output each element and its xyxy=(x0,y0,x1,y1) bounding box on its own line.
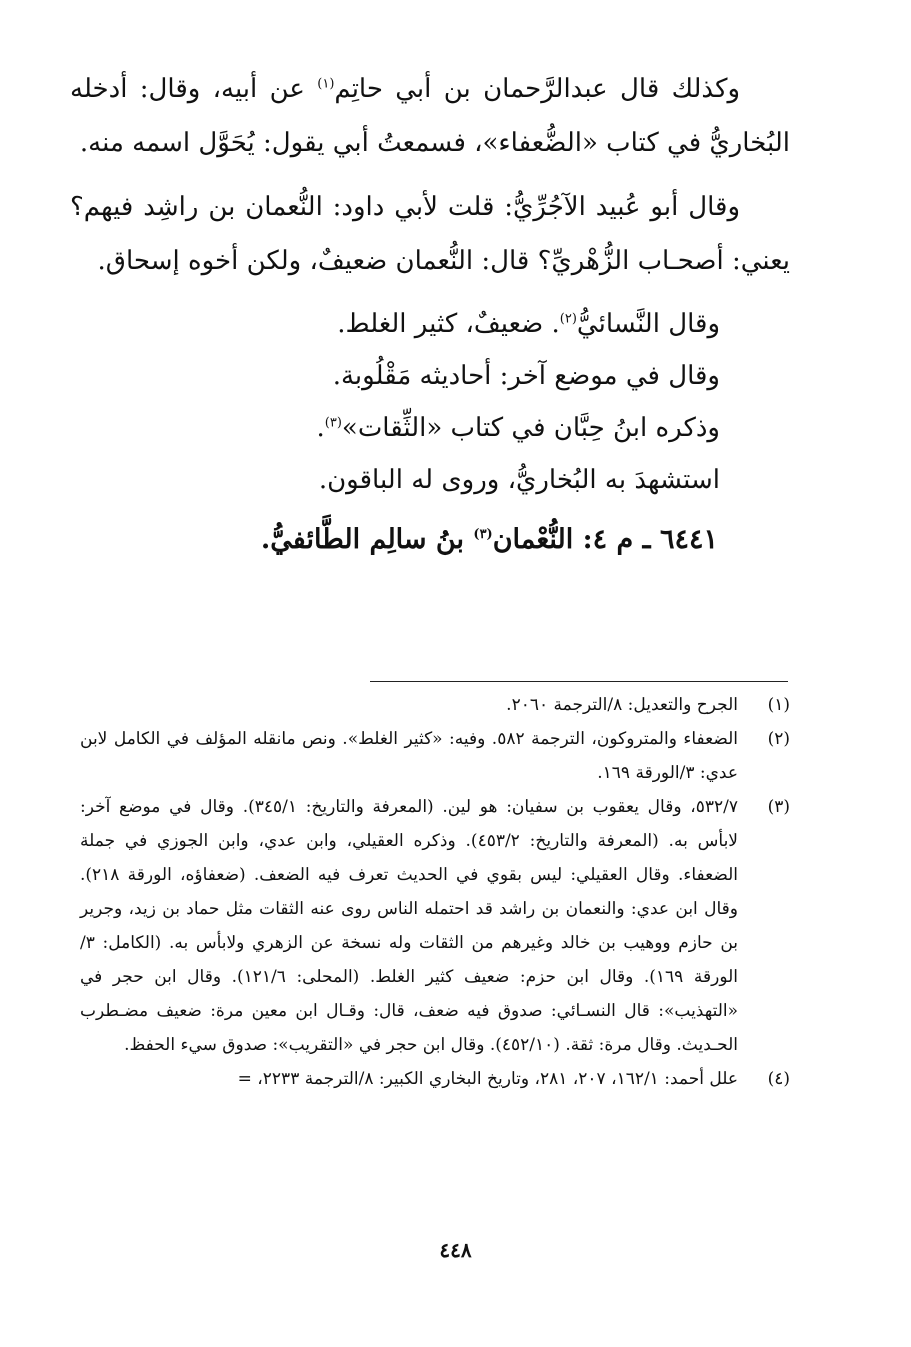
footnote-number: (٤) xyxy=(767,1069,790,1089)
line-bukhari: استشهدَ به البُخاريُّ، وروى له الباقون. xyxy=(318,465,720,495)
footnote-number: (٢) xyxy=(767,729,790,749)
footnote-4 xyxy=(80,1062,790,1096)
footnote-number: (١) xyxy=(767,695,790,715)
entry-heading-text-b: بنُ سالِم الطَّائفيُّ. xyxy=(260,524,474,555)
footnote-number: (٣) xyxy=(767,797,790,817)
footnote-text: ٥٣٢/٧، وقال يعقوب بن سفيان: هو لين. (المعرفة والتاريخ: ٣٤٥/١). وقال في موضع آخر: لابأس به. (المعرفة والتاريخ: ٤٥٣/٢). وذكره العقيلي، وابن عدي، وابن الجوزي في جملة الضعفاء. وقال العقيلي: ليس بقوي في الحديث تعرف فيه الضعف. (ضعفاؤه، الورقة ٢١٨). وقال ابن عدي: والنعمان بن راشد قد احتمله الناس روى عنه الثقات مثل حماد بن زيد، وجرير بن حازم ووهيب بن خالد وغيرهم من الثقات وله نسخة عن الزهري ولابأس به. (الكامل: ٣/الورقة ١٦٩). وقال ابن حزم: ضعيف كثير الغلط. (المحلى: ١٢١/٦). وقال ابن حجر في «التهذيب»: قال النسـائي: صدوق فيه ضعف، قال: وقـال ابن معين مرة: ضعيف مضـطرب الحـديث. وقال مرة: ثقة. (٤٥٢/١٠). وقال ابن حجر في «التقريب»: صدوق سيء الحفظ. xyxy=(80,797,739,1055)
line-nasai xyxy=(70,298,790,350)
main-text xyxy=(70,62,790,568)
footnote-text: علل أحمد: ١٦٢/١، ٢٠٧، ٢٨١، وتاريخ البخاري الكبير: ٨/الترجمة ٢٢٣٣، = xyxy=(237,1069,738,1089)
line-ibn-hibban xyxy=(70,402,790,454)
footnotes xyxy=(80,688,790,1096)
footnote-3 xyxy=(80,790,790,1062)
page-number: ٤٤٨ xyxy=(439,1238,472,1262)
footnote-2 xyxy=(80,722,790,790)
footnote-ref-1: (١) xyxy=(317,76,335,92)
footnote-ref-2: (٢) xyxy=(559,311,577,327)
footnote-text: الجرح والتعديل: ٨/الترجمة ٢٠٦٠. xyxy=(506,695,738,715)
footnote-separator xyxy=(370,681,788,682)
footnote-ref-entry: (٣) xyxy=(473,527,493,542)
line-nasai-text-a: وقال النَّسائيُّ xyxy=(576,309,720,339)
line-other-place: وقال في موضع آخر: أحاديثه مَقْلُوبة. xyxy=(332,361,720,391)
line-ibn-hibban-text-a: وذكره ابنُ حِبَّان في كتاب «الثِّقات» xyxy=(341,413,720,443)
paragraph-1-text-b: عن أبيه، وقال: أدخله البُخاريُّ في كتاب «الضُّعفاء»، فسمعتُ أبي يقول: يُحَوَّل اسمه منه. xyxy=(70,74,790,158)
footnote-1 xyxy=(80,688,790,722)
line-ibn-hibban-text-b: . xyxy=(316,413,325,443)
footnote-text: الضعفاء والمتروكون، الترجمة ٥٨٢. وفيه: «كثير الغلط». ونص مانقله المؤلف في الكامل لابن عدي: ٣/الورقة ١٦٩. xyxy=(80,729,739,783)
paragraph-2: وقال أبو عُبيد الآجُرِّيُّ: قلت لأبي داود: النُّعمان بن راشِد فيهم؟ يعني: أصحـاب الزُّهْريِّ؟ قال: النُّعمان ضعيفٌ، ولكن أخوه إسحاق. xyxy=(70,192,790,276)
paragraph-1 xyxy=(70,62,790,170)
line-nasai-text-b: . ضعيفٌ، كثير الغلط. xyxy=(337,309,560,339)
entry-heading-text-a: ٦٤٤١ ـ م ٤: النُّعْمان xyxy=(492,524,718,555)
paragraph-1-text-a: وكذلك قال عبدالرَّحمان بن أبي حاتِم xyxy=(334,74,741,104)
entry-heading xyxy=(70,512,790,568)
footnote-ref-3: (٣) xyxy=(324,415,342,431)
